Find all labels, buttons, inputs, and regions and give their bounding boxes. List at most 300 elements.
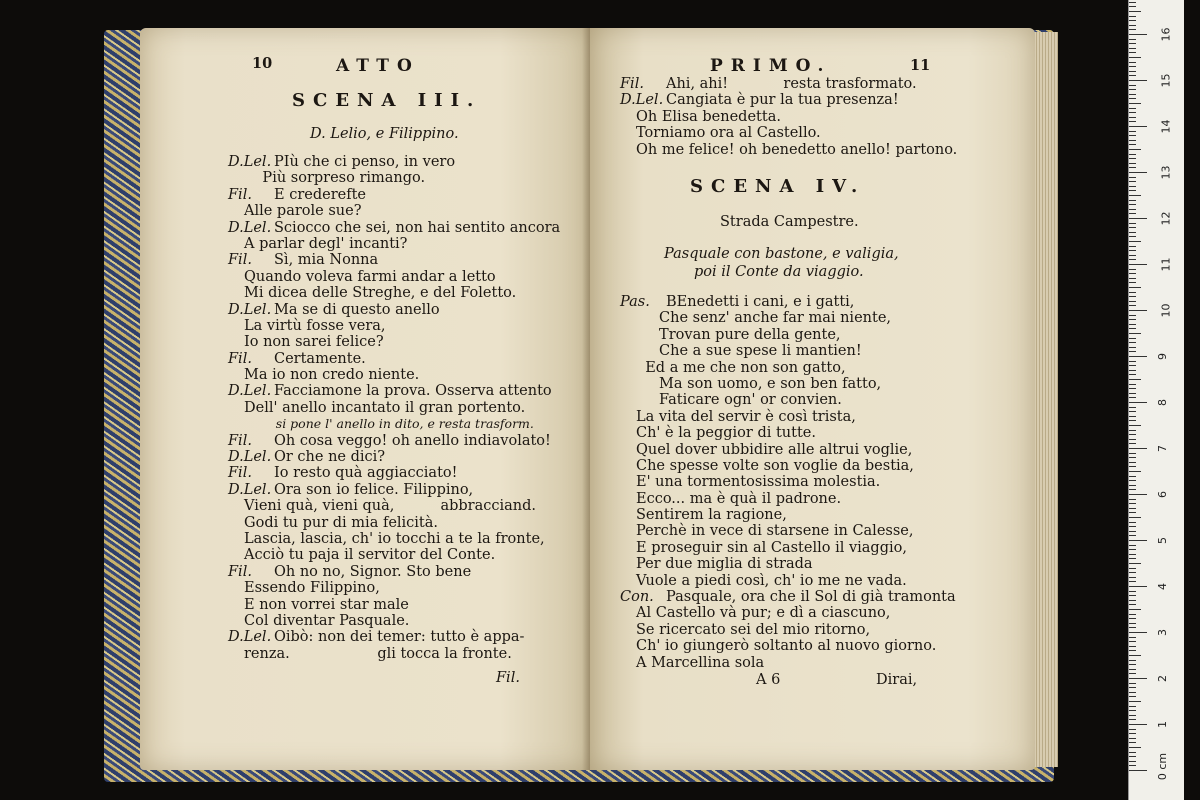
ruler-tick — [1129, 554, 1136, 555]
verse-text: Oh Elisa benedetta. — [636, 108, 781, 125]
ruler-tick — [1129, 287, 1141, 288]
ruler-tick — [1129, 623, 1136, 624]
ruler-tick — [1129, 374, 1136, 375]
ruler-tick — [1129, 650, 1136, 651]
verse-text: Ma son uomo, e son ben fatto, — [636, 375, 882, 392]
ruler-tick — [1129, 140, 1136, 141]
ruler-tick — [1129, 687, 1136, 688]
ruler-number: 6 — [1156, 491, 1169, 498]
ruler-tick — [1129, 586, 1147, 587]
ruler-tick — [1129, 195, 1141, 196]
ruler-tick — [1129, 338, 1136, 339]
characters-right-2: poi il Conte da viaggio. — [694, 264, 864, 280]
verse-text: Che senz' anche far mai niente, — [636, 310, 892, 327]
speaker-label: D.Lel. — [228, 154, 272, 170]
verse-text: si pone l' anello in dito, e resta trasform. — [244, 416, 534, 432]
ruler-tick — [1129, 177, 1136, 178]
ruler-number: 11 — [1159, 257, 1173, 272]
speaker-label: Fil. — [228, 252, 252, 269]
page-number-left: 10 — [252, 55, 273, 72]
ruler-tick — [1129, 706, 1136, 707]
ruler-number: 8 — [1156, 399, 1169, 406]
verse-line — [620, 294, 1020, 310]
ruler-tick — [1129, 752, 1136, 753]
ruler-tick — [1129, 200, 1136, 201]
verse-line — [620, 507, 1020, 523]
verse-text: Ch' io giungerò soltanto al nuovo giorno. — [636, 638, 937, 655]
verse-line — [620, 442, 1020, 458]
ruler-tick — [1129, 614, 1136, 615]
ruler-tick — [1129, 604, 1136, 605]
verse-line — [228, 302, 588, 318]
ruler-tick — [1129, 16, 1136, 17]
verse-text: Ma io non credo niente. — [244, 367, 420, 384]
ruler-tick — [1129, 701, 1141, 702]
ruler-number: 10 — [1159, 303, 1173, 318]
verse-line — [228, 597, 588, 613]
ruler-tick — [1129, 471, 1141, 472]
verse-text: Mi dicea delle Streghe, e del Foletto. — [244, 285, 517, 302]
ruler-tick — [1129, 135, 1136, 136]
ruler-tick — [1129, 627, 1136, 628]
ruler-tick — [1129, 328, 1136, 329]
ruler-number: 12 — [1159, 211, 1173, 226]
verse-text: Oh no no, Signor. Sto bene — [274, 563, 472, 580]
ruler-tick — [1129, 227, 1136, 228]
ruler-tick — [1129, 39, 1136, 40]
ruler-tick — [1129, 540, 1147, 541]
verse-text: Ed a me che non son gatto, — [636, 359, 846, 376]
verse-line — [620, 622, 1020, 638]
ruler-tick — [1129, 149, 1141, 150]
ruler-tick — [1129, 163, 1136, 164]
verse-text: Oibò: non dei temer: tutto è appa- — [274, 629, 525, 646]
verse-line — [620, 573, 1020, 589]
ruler-tick — [1129, 581, 1136, 582]
ruler-tick — [1129, 29, 1136, 30]
ruler-tick — [1129, 407, 1136, 408]
speaker-label: D.Lel. — [228, 219, 272, 236]
speaker-label: D.Lel. — [228, 383, 272, 400]
verse-line — [228, 564, 588, 580]
ruler-tick — [1129, 600, 1136, 601]
verse-text: Faticare ogn' or convien. — [636, 392, 842, 409]
ruler-number: 16 — [1159, 27, 1173, 42]
verse-line — [228, 449, 588, 465]
verse-text: La vita del servir è così trista, — [636, 408, 856, 425]
verse-text: BEnedetti i cani, e i gatti, — [666, 294, 855, 310]
ruler-tick — [1129, 747, 1141, 748]
ruler-tick — [1129, 167, 1136, 168]
verse-line — [620, 392, 1020, 408]
ruler-tick — [1129, 71, 1136, 72]
verse-text: E crederefte — [274, 186, 366, 203]
setting-right: Strada Campestre. — [720, 214, 859, 230]
verse-line — [228, 531, 588, 547]
ruler-tick — [1129, 563, 1141, 564]
right-page — [590, 28, 1035, 770]
verse-line — [620, 409, 1020, 425]
ruler-tick — [1129, 489, 1136, 490]
ruler-tick — [1129, 250, 1136, 251]
ruler-tick — [1129, 384, 1136, 385]
ruler-tick — [1129, 144, 1136, 145]
verse-text: Vuole a piedi così, ch' io me ne vada. — [636, 572, 907, 589]
ruler-tick — [1129, 117, 1136, 118]
verse-text: Quando voleva farmi andar a letto — [244, 268, 496, 285]
verse-line — [228, 187, 588, 203]
verse-line — [228, 170, 588, 186]
ruler-tick — [1129, 710, 1136, 711]
ruler-tick — [1129, 34, 1147, 35]
ruler-tick — [1129, 379, 1141, 380]
ruler-tick — [1129, 756, 1136, 757]
verse-text: renza. gli tocca la fronte. — [244, 645, 512, 662]
ruler-tick — [1129, 94, 1136, 95]
ruler-tick — [1129, 292, 1136, 293]
verse-line — [228, 482, 588, 498]
ruler-tick — [1129, 517, 1141, 518]
verse-line — [620, 605, 1020, 621]
ruler-tick — [1129, 637, 1136, 638]
verse-line — [620, 310, 1020, 326]
ruler-tick — [1129, 669, 1136, 670]
ruler-tick — [1129, 80, 1147, 81]
ruler-tick — [1129, 190, 1136, 191]
verse-line — [620, 92, 1020, 108]
ruler-tick — [1129, 646, 1136, 647]
ruler-tick — [1129, 545, 1136, 546]
ruler-number: 14 — [1159, 119, 1173, 134]
verse-line — [228, 465, 588, 481]
verse-text: Ahi, ahi! resta trasformato. — [666, 76, 917, 92]
verse-text: Io resto quà aggiacciato! — [274, 465, 458, 482]
ruler-tick — [1129, 568, 1136, 569]
ruler-tick — [1129, 66, 1136, 67]
scene-title-left: SCENA III. — [292, 90, 482, 111]
ruler-number: 13 — [1159, 165, 1173, 180]
ruler-tick — [1129, 259, 1136, 260]
verse-line — [620, 125, 1020, 141]
verse-text: Facciamone la prova. Osserva attento — [274, 383, 552, 400]
characters-right-1: Pasquale con bastone, e valigia, — [664, 246, 899, 262]
verse-line — [620, 76, 1020, 92]
verse-line — [228, 220, 588, 236]
verse-text: A Marcellina sola — [636, 654, 765, 671]
verse-line — [228, 269, 588, 285]
ruler-tick — [1129, 416, 1136, 417]
verse-line — [228, 351, 588, 367]
speaker-label: D.Lel. — [228, 449, 272, 466]
ruler-tick — [1129, 75, 1136, 76]
ruler-tick — [1129, 89, 1136, 90]
ruler-tick — [1129, 121, 1136, 122]
verse-text: Sentirem la ragione, — [636, 507, 787, 524]
ruler-tick — [1129, 112, 1136, 113]
verse-line — [228, 285, 588, 301]
ruler-tick — [1129, 494, 1147, 495]
speaker-label: D.Lel. — [228, 301, 272, 318]
ruler-number: 1 — [1156, 721, 1169, 728]
verse-line — [228, 252, 588, 268]
verse-text: Alle parole sue? — [244, 203, 362, 220]
ruler-tick — [1129, 351, 1136, 352]
open-book — [104, 22, 1064, 782]
verse-line — [228, 318, 588, 334]
ruler-tick — [1129, 6, 1136, 7]
ruler-tick — [1129, 522, 1136, 523]
ruler-number: 7 — [1156, 445, 1169, 452]
verse-text: Acciò tu paja il servitor del Conte. — [244, 547, 496, 564]
ruler-tick — [1129, 719, 1136, 720]
ruler-tick — [1129, 273, 1136, 274]
ruler-tick — [1129, 388, 1136, 389]
speaker-label: D.Lel. — [620, 92, 664, 109]
ruler-tick — [1129, 52, 1136, 53]
ruler-tick — [1129, 508, 1136, 509]
ruler-tick — [1129, 255, 1136, 256]
ruler-tick — [1129, 724, 1147, 725]
right-verse-block-2 — [620, 294, 1020, 671]
left-page — [140, 28, 590, 770]
verse-text: Trovan pure della gente, — [636, 326, 841, 343]
verse-line — [620, 638, 1020, 654]
ruler-tick — [1129, 673, 1136, 674]
verse-line — [228, 547, 588, 563]
ruler-tick — [1129, 2, 1136, 3]
catchword-left: Fil. — [496, 670, 520, 686]
verse-text: Che a sue spese li mantien! — [636, 343, 862, 360]
ruler-tick — [1129, 172, 1147, 173]
verse-line — [620, 360, 1020, 376]
ruler-tick — [1129, 742, 1136, 743]
ruler-tick — [1129, 480, 1136, 481]
scene-title-right: SCENA IV. — [690, 176, 866, 197]
page-edges — [1034, 32, 1058, 767]
ruler-tick — [1129, 356, 1147, 357]
ruler-tick — [1129, 186, 1136, 187]
ruler-tick — [1129, 655, 1141, 656]
ruler-tick — [1129, 531, 1136, 532]
ruler-tick — [1129, 549, 1136, 550]
ruler-tick — [1129, 324, 1136, 325]
ruler-tick — [1129, 370, 1136, 371]
verse-text: Vieni quà, vieni quà, abbracciand. — [244, 498, 537, 515]
ruler-tick — [1129, 25, 1136, 26]
ruler-tick — [1129, 278, 1136, 279]
ruler-tick — [1129, 319, 1136, 320]
verse-text: Più sorpreso rimango. — [244, 170, 426, 187]
ruler-tick — [1129, 20, 1136, 21]
ruler-number: 3 — [1156, 629, 1169, 636]
verse-text: Essendo Filippino, — [244, 580, 380, 597]
ruler-tick — [1129, 342, 1136, 343]
ruler-number: 2 — [1156, 675, 1169, 682]
speaker-label: Fil. — [228, 186, 252, 203]
ruler-tick — [1129, 609, 1141, 610]
verse-text: Ora son io felice. Filippino, — [274, 481, 474, 498]
verse-text: PIù che ci penso, in vero — [274, 154, 456, 170]
verse-line — [620, 589, 1020, 605]
ruler-tick — [1129, 246, 1136, 247]
verse-text: E non vorrei star male — [244, 596, 409, 613]
running-head-left: ATTO — [336, 56, 420, 76]
verse-line — [228, 236, 588, 252]
verse-line — [228, 629, 588, 645]
left-verse-block — [228, 154, 588, 662]
ruler-tick — [1129, 434, 1136, 435]
verse-text: Cangiata è pur la tua presenza! — [666, 92, 899, 109]
ruler-tick — [1129, 236, 1136, 237]
ruler-tick — [1129, 98, 1136, 99]
ruler-tick — [1129, 11, 1141, 12]
ruler-tick — [1129, 678, 1147, 679]
verse-text: Ch' è la peggior di tutte. — [636, 425, 816, 442]
verse-text: Oh me felice! oh benedetto anello! partono. — [636, 141, 958, 158]
speaker-label: Fil. — [228, 465, 252, 482]
ruler-tick — [1129, 453, 1136, 454]
ruler-number: 5 — [1156, 537, 1169, 544]
speaker-label: Fil. — [228, 350, 252, 367]
verse-text: Perchè in vece di starsene in Calesse, — [636, 523, 914, 540]
ruler-tick — [1129, 577, 1136, 578]
ruler-tick — [1129, 430, 1136, 431]
ruler-tick — [1129, 108, 1136, 109]
ruler-tick — [1129, 715, 1136, 716]
speaker-label: Fil. — [620, 76, 644, 92]
ruler-tick — [1129, 48, 1136, 49]
verse-text: Dell' anello incantato il gran portento. — [244, 399, 526, 416]
ruler-tick — [1129, 448, 1147, 449]
verse-line — [620, 655, 1020, 671]
ruler-tick — [1129, 761, 1136, 762]
ruler-tick — [1129, 315, 1136, 316]
verse-line — [228, 416, 588, 432]
verse-text: Lascia, lascia, ch' io tocchi a te la fronte, — [244, 530, 545, 547]
verse-line — [620, 425, 1020, 441]
ruler-tick — [1129, 85, 1136, 86]
verse-text: Ecco... ma è quà il padrone. — [636, 490, 842, 507]
verse-line — [620, 376, 1020, 392]
speaker-label: Pas. — [620, 294, 650, 310]
ruler-tick — [1129, 402, 1147, 403]
verse-text: Se ricercato sei del mio ritorno, — [636, 621, 871, 638]
speaker-label: Con. — [620, 589, 654, 606]
ruler-tick — [1129, 683, 1136, 684]
ruler-number: 15 — [1159, 73, 1173, 88]
verse-text: Oh cosa veggo! oh anello indiavolato! — [274, 432, 551, 449]
verse-text: A parlar degl' incanti? — [244, 235, 408, 252]
verse-line — [228, 400, 588, 416]
ruler-tick — [1129, 296, 1136, 297]
ruler-tick — [1129, 411, 1136, 412]
verse-line — [228, 154, 588, 170]
ruler-tick — [1129, 397, 1136, 398]
verse-line — [228, 367, 588, 383]
catchword-right: Dirai, — [876, 672, 918, 688]
verse-line — [228, 334, 588, 350]
verse-line — [228, 646, 588, 662]
verse-line — [228, 613, 588, 629]
ruler-tick — [1129, 131, 1136, 132]
verse-line — [620, 327, 1020, 343]
page-number-right: 11 — [910, 57, 931, 74]
verse-text: Quel dover ubbidire alle altrui voglie, — [636, 441, 913, 458]
ruler-tick — [1129, 512, 1136, 513]
verse-text: Io non sarei felice? — [244, 334, 384, 351]
verse-line — [228, 515, 588, 531]
verse-line — [620, 109, 1020, 125]
ruler-tick — [1129, 126, 1147, 127]
ruler-tick — [1129, 62, 1136, 63]
ruler-tick — [1129, 305, 1136, 306]
verse-line — [228, 498, 588, 514]
verse-line — [620, 343, 1020, 359]
verse-text: Certamente. — [274, 350, 366, 367]
ruler-tick — [1129, 476, 1136, 477]
ruler-tick — [1129, 218, 1147, 219]
ruler-tick — [1129, 57, 1141, 58]
ruler-tick — [1129, 393, 1136, 394]
ruler-number: 9 — [1156, 353, 1169, 360]
ruler-tick — [1129, 310, 1147, 311]
verse-line — [228, 203, 588, 219]
speaker-label: D.Lel. — [228, 481, 272, 498]
ruler-tick — [1129, 526, 1136, 527]
verse-line — [228, 383, 588, 399]
ruler-tick — [1129, 361, 1136, 362]
ruler-tick — [1129, 696, 1136, 697]
verse-line — [620, 491, 1020, 507]
ruler-tick — [1129, 729, 1136, 730]
verse-line — [620, 523, 1020, 539]
ruler-tick — [1129, 103, 1141, 104]
ruler-unit-label: 0 cm — [1156, 752, 1170, 781]
speaker-label: Fil. — [228, 563, 252, 580]
verse-text: Al Castello và pur; e dì a ciascuno, — [636, 605, 891, 622]
ruler-tick — [1129, 301, 1136, 302]
verse-line — [228, 580, 588, 596]
verse-line — [620, 142, 1020, 158]
ruler-tick — [1129, 241, 1141, 242]
ruler-tick — [1129, 154, 1136, 155]
verse-line — [620, 474, 1020, 490]
verse-text: Col diventar Pasquale. — [244, 612, 410, 629]
ruler-tick — [1129, 420, 1136, 421]
verse-line — [620, 556, 1020, 572]
ruler-tick — [1129, 264, 1147, 265]
signature-mark: A 6 — [756, 672, 781, 688]
verse-text: Godi tu pur di mia felicità. — [244, 514, 439, 531]
verse-line — [228, 433, 588, 449]
ruler-tick — [1129, 591, 1136, 592]
ruler-tick — [1129, 770, 1147, 771]
ruler-tick — [1129, 209, 1136, 210]
running-head-right: PRIMO. — [710, 56, 832, 76]
verse-text: Ma se di questo anello — [274, 301, 440, 318]
verse-line — [620, 540, 1020, 556]
ruler-tick — [1129, 572, 1136, 573]
verse-text: Sciocco che sei, non hai sentito ancora — [274, 219, 561, 236]
ruler-number: 4 — [1156, 583, 1169, 590]
verse-line — [620, 458, 1020, 474]
ruler-tick — [1129, 158, 1136, 159]
ruler-tick — [1129, 43, 1136, 44]
ruler-tick — [1129, 232, 1136, 233]
ruler-tick — [1129, 181, 1136, 182]
ruler-tick — [1129, 439, 1136, 440]
ruler-tick — [1129, 485, 1136, 486]
